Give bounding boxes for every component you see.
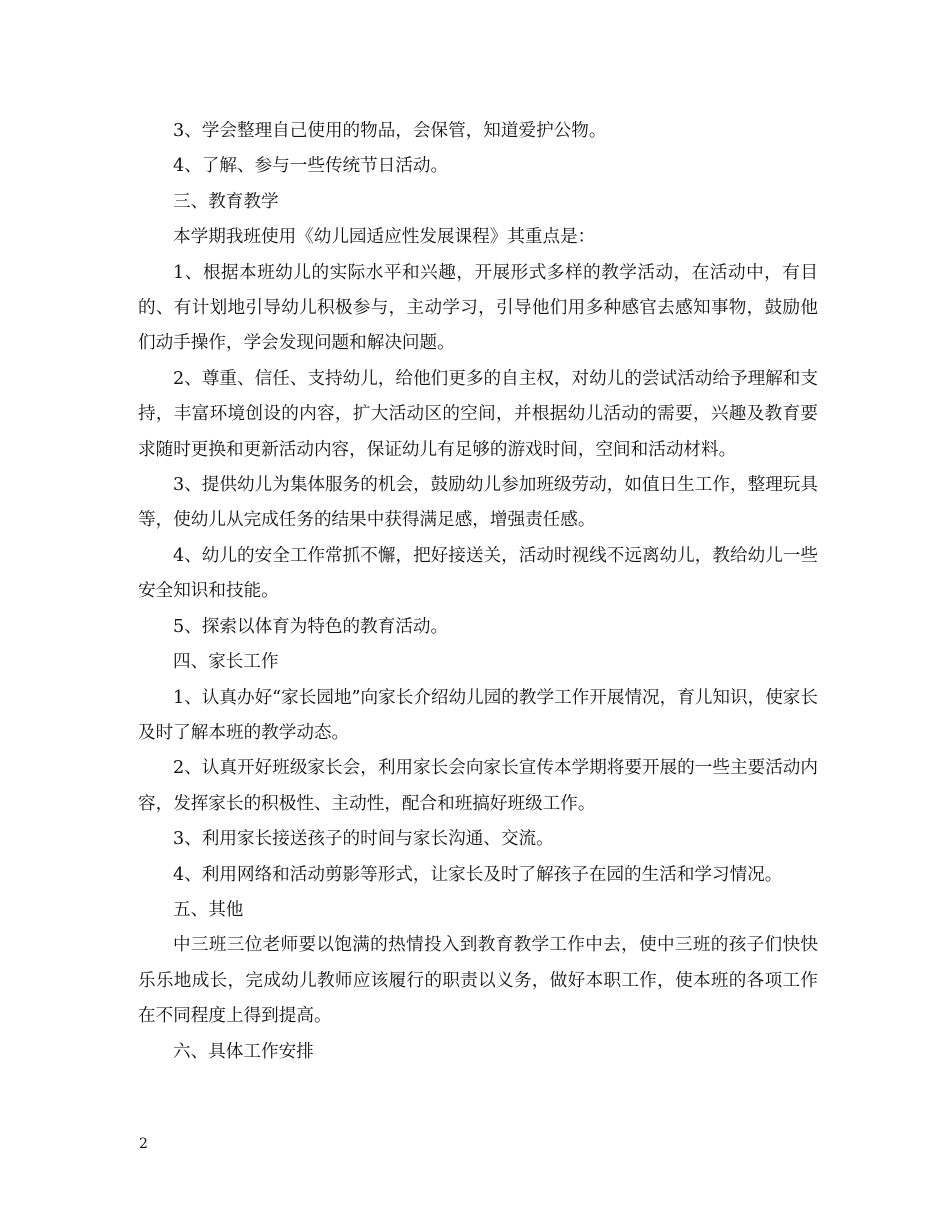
paragraph-1: 3、学会整理自己使用的物品，会保管，知道爱护公物。 (173, 121, 607, 141)
section-heading-other: 五、其他 (173, 899, 244, 920)
paragraph-12: 2、认真开好班级家长会，利用家长会向家长宣传本学期将要开展的一些主要活动内容，发挥家长的积极性、主动性，配合和班搞好班级工作。 (138, 758, 818, 814)
page-number: 2 (139, 1136, 148, 1152)
paragraph-16: 中三班三位老师要以饱满的热情投入到教育教学工作中去，使中三班的孩子们快快乐乐地成长，完成幼儿教师应该履行的职责以义务，做好本职工作，使本班的各项工作在不同程度上得到提高。 (138, 935, 818, 1027)
paragraph-11: 1、认真办好“家长园地”向家长介绍幼儿园的教学工作开展情况，育儿知识，使家长及时了解本班的教学动态。 (138, 687, 818, 743)
paragraph-14: 4、利用网络和活动剪影等形式，让家长及时了解孩子在园的生活和学习情况。 (173, 864, 783, 885)
paragraph-6: 2、尊重、信任、支持幼儿，给他们更多的自主权，对幼儿的尝试活动给予理解和支持，丰富环境创设的内容，扩大活动区的空间，并根据幼儿活动的需要，兴趣及教育要求随时更换和更新活动内容，保证幼儿有足够的游戏时间，空间和活动材料。 (138, 368, 818, 460)
paragraph-2: 4、了解、参与一些传统节日活动。 (173, 156, 449, 177)
paragraph-8: 4、幼儿的安全工作常抓不懈，把好接送关，活动时视线不远离幼儿，教给幼儿一些安全知识和技能。 (138, 545, 818, 602)
paragraph-13: 3、利用家长接送孩子的时间与家长沟通、交流。 (173, 829, 554, 850)
section-heading-schedule: 六、具体工作安排 (173, 1041, 314, 1062)
paragraph-4: 本学期我班使用《幼儿园适应性发展课程》其重点是： (173, 227, 596, 248)
paragraph-7: 3、提供幼儿为集体服务的机会，鼓励幼儿参加班级劳动，如值日生工作，整理玩具等，使幼儿从完成任务的结果中获得满足感，增强责任感。 (138, 475, 818, 531)
document-body (138, 114, 818, 1070)
paragraph-5: 1、根据本班幼儿的实际水平和兴趣，开展形式多样的教学活动，在活动中，有目的、有计划地引导幼儿积极参与，主动学习，引导他们用多种感官去感知事物，鼓励他们动手操作，学会发现问题和解决问题。 (138, 262, 818, 354)
section-heading-parents: 四、家长工作 (173, 652, 279, 673)
section-heading-teaching: 三、教育教学 (173, 191, 279, 212)
paragraph-9: 5、探索以体育为特色的教育活动。 (173, 616, 449, 637)
